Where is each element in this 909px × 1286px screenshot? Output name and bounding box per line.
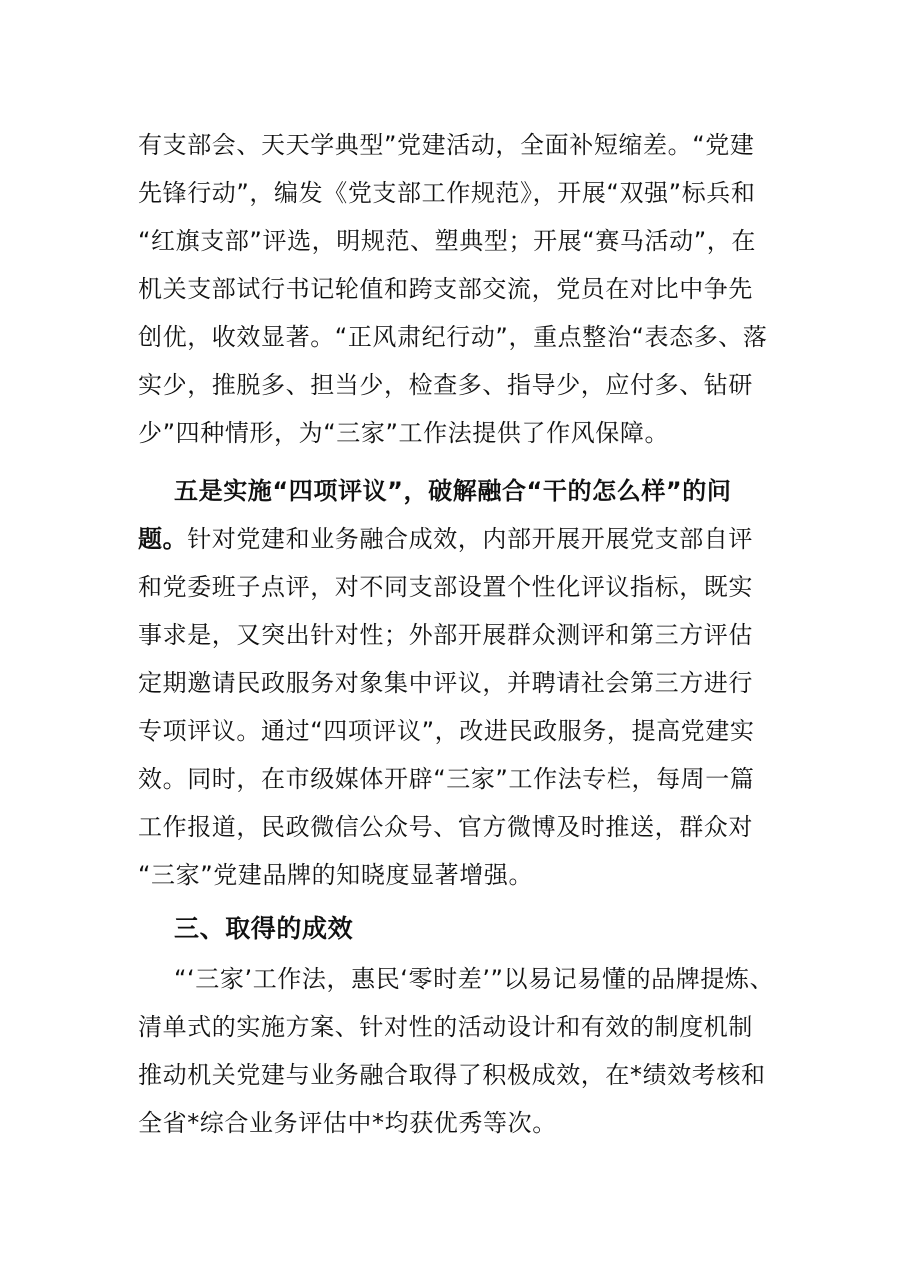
- text-line: “三家”党建品牌的知晓度显著增强。: [138, 861, 534, 889]
- text-line: 专项评议。通过“四项评议”，改进民政服务，提高党建实: [138, 717, 755, 745]
- text-line: 全省*综合业务评估中*均获优秀等次。: [138, 1109, 557, 1137]
- text-line: 工作报道，民政微信公众号、官方微博及时推送，群众对: [138, 813, 753, 841]
- text-line: “红旗支部”评选，明规范、塑典型；开展“赛马活动”，在: [138, 227, 756, 255]
- text-line-rest: 针对党建和业务融合成效，内部开展开展党支部自评: [187, 525, 754, 553]
- text-line: 创优，收效显著。“正风肃纪行动”，重点整治“表态多、落: [138, 323, 768, 351]
- text-line: 和党委班子点评，对不同支部设置个性化评议指标，既实: [138, 573, 753, 601]
- section-heading: 三、取得的成效: [174, 914, 354, 943]
- text-line: 少”四种情形，为“三家”工作法提供了作风保障。: [138, 419, 670, 447]
- bold-lead-tail: 题。: [138, 525, 188, 553]
- text-line: 定期邀请民政服务对象集中评议，并聘请社会第三方进行: [138, 669, 753, 697]
- bold-lead-line: 五是实施“四项评议”，破解融合“干的怎么样”的问: [174, 477, 732, 505]
- text-line: 事求是，又突出针对性；外部开展群众测评和第三方评估: [138, 621, 753, 649]
- paragraph-party-building-actions: [138, 121, 778, 457]
- text-line: 实少，推脱多、担当少，检查多、指导少，应付多、钻研: [138, 371, 753, 399]
- text-line: 清单式的实施方案、针对性的活动设计和有效的制度机制: [138, 1013, 753, 1041]
- text-line: 有支部会、天天学典型”党建活动，全面补短缩差。“党建: [138, 131, 755, 159]
- text-line: 效。同时，在市级媒体开辟“三家”工作法专栏，每周一篇: [138, 765, 755, 793]
- text-line: 机关支部试行书记轮值和跨支部交流，党员在对比中争先: [138, 275, 753, 303]
- text-line: [138, 515, 778, 563]
- text-line: 先锋行动”，编发《党支部工作规范》，开展“双强”标兵和: [138, 179, 756, 207]
- text-line: 推动机关党建与业务融合取得了积极成效，在*绩效考核和: [138, 1061, 766, 1089]
- paragraph-results: [138, 955, 778, 1147]
- text-line: “‘三家’工作法，惠民‘零时差’”以易记易懂的品牌提炼、: [174, 965, 775, 993]
- paragraph-four-evaluations: [138, 467, 778, 899]
